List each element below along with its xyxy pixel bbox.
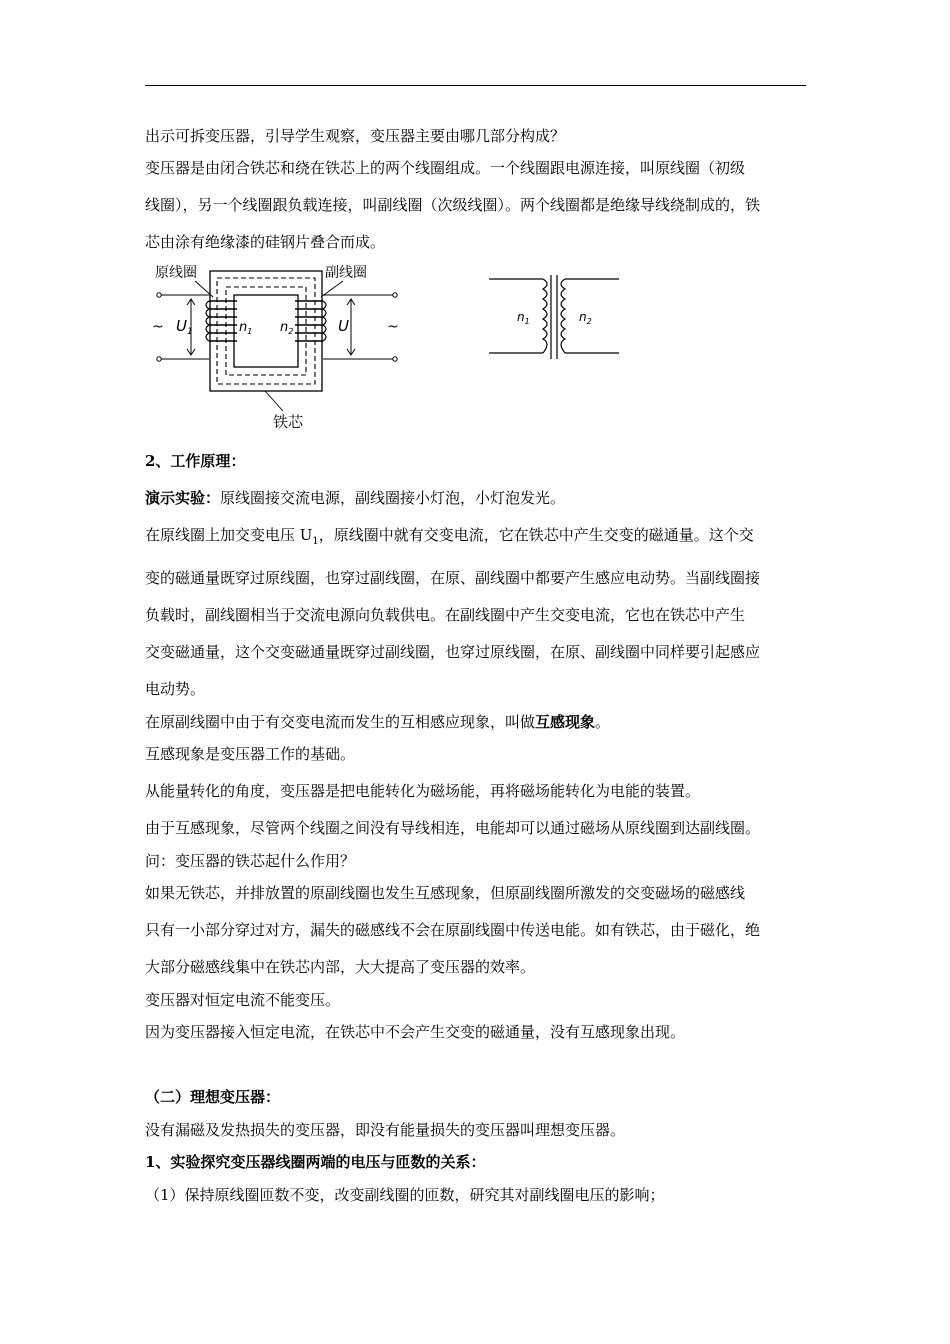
tilde-right: ~ (387, 319, 399, 335)
terminal-left-top (157, 293, 161, 297)
para-principle-3: 负载时，副线圈相当于交流电源向负载供电。在副线圈中产生交变电流，它也在铁芯中产生 (145, 606, 746, 624)
para-mutual-induction: 在原副线圈中由于有交变电流而发生的互相感应现象，叫做互感现象。 (145, 713, 611, 731)
terminal-right-top (393, 293, 397, 297)
heading-experiment: 1、实验探究变压器线圈两端的电压与匝数的关系： (145, 1153, 486, 1171)
secondary-coil-label: 副线圈 (325, 265, 367, 281)
transformer-symbol (485, 263, 625, 363)
u1-label: $U_1$ (176, 317, 193, 337)
para-structure-1: 变压器是由闭合铁芯和绕在铁芯上的两个线圈组成。一个线圈跟电源连接，叫原线圈（初级 (145, 159, 746, 177)
symbol-n1-label: $n_1$ (517, 310, 530, 326)
para-basis: 互感现象是变压器工作的基础。 (145, 745, 356, 763)
para-principle-4: 交变磁通量，这个交变磁通量既穿过副线圈，也穿过原线圈，在原、副线圈中同样要引起感应 (145, 643, 761, 661)
primary-coil (209, 301, 237, 341)
para-principle-1: 在原线圈上加交变电压 $U_1$，原线圈中就有交变电流，它在铁芯中产生交变的磁通量。这个交 (145, 526, 754, 547)
u2-label: U (338, 317, 349, 335)
terminal-left-bottom (157, 357, 161, 361)
para-principle-5: 电动势。 (145, 680, 206, 698)
para-principle-2: 变的磁通量既穿过原线圈，也穿过副线圈，在原、副线圈中都要产生感应电动势。当副线圈接 (145, 569, 761, 587)
para-core-role-3: 大部分磁感线集中在铁芯内部，大大提高了变压器的效率。 (145, 958, 536, 976)
terminal-right-bottom (393, 357, 397, 361)
para-question: 问：变压器的铁芯起什么作用？ (145, 852, 356, 870)
para-energy: 从能量转化的角度，变压器是把电能转化为磁场能，再将磁场能转化为电能的装置。 (145, 782, 701, 800)
heading-ideal-transformer: （二）理想变压器： (145, 1088, 281, 1106)
core-label: 铁芯 (273, 413, 304, 431)
demo-text: 原线圈接交流电源，副线圈接小灯泡，小灯泡发光。 (220, 489, 566, 507)
para-ideal-def: 没有漏磁及发热损失的变压器，即没有能量损失的变压器叫理想变压器。 (145, 1121, 626, 1139)
document-body (145, 122, 817, 1209)
heading-working-principle: 2、工作原理： (145, 452, 246, 470)
para-core-role-2: 只有一小部分穿过对方，漏失的磁感线不会在原副线圈中传送电能。如有铁芯，由于磁化，绝 (145, 921, 761, 939)
tilde-left: ~ (152, 319, 164, 335)
blank-line (145, 1051, 817, 1079)
para-intro: 出示可拆变压器，引导学生观察，变压器主要由哪几部分构成？ (145, 127, 566, 145)
flux-path-inner (226, 287, 306, 375)
symbol-secondary-winding (561, 279, 565, 353)
para-dc-reason: 因为变压器接入恒定电流，在铁芯中不会产生交变的磁通量，没有互感现象出现。 (145, 1023, 686, 1041)
header-rule (145, 85, 806, 86)
term-mutual-induction: 互感现象 (535, 713, 596, 731)
secondary-coil (295, 301, 323, 341)
symbol-primary-winding (543, 279, 547, 353)
para-no-wire: 由于互感现象，尽管两个线圈之间没有导线相连，电能却可以通过磁场从原线圈到达副线圈。 (145, 819, 761, 837)
para-core-role-1: 如果无铁芯，并排放置的原副线圈也发生互感现象，但原副线圈所激发的交变磁场的磁感线 (145, 884, 746, 902)
para-structure-3: 芯由涂有绝缘漆的硅钢片叠合而成。 (145, 233, 386, 251)
para-experiment-1: （1）保持原线圈匝数不变，改变副线圈的匝数，研究其对副线圈电压的影响； (145, 1186, 665, 1204)
primary-coil-label: 原线圈 (155, 265, 197, 281)
n1-label: $n_1$ (239, 320, 253, 336)
transformer-figure (145, 263, 817, 443)
para-demo (145, 480, 817, 517)
demo-label: 演示实验： (145, 489, 221, 507)
core-outer (210, 271, 322, 391)
n2-label: $n_2$ (280, 320, 294, 336)
para-dc: 变压器对恒定电流不能变压。 (145, 991, 341, 1009)
para-structure-2: 线圈），另一个线圈跟负载连接，叫副线圈（次级线圈）。两个线圈都是绝缘导线绕制成的，铁 (145, 196, 761, 214)
symbol-n2-label: $n_2$ (579, 310, 592, 326)
flux-path-outer (217, 278, 315, 384)
transformer-diagram (147, 263, 407, 443)
